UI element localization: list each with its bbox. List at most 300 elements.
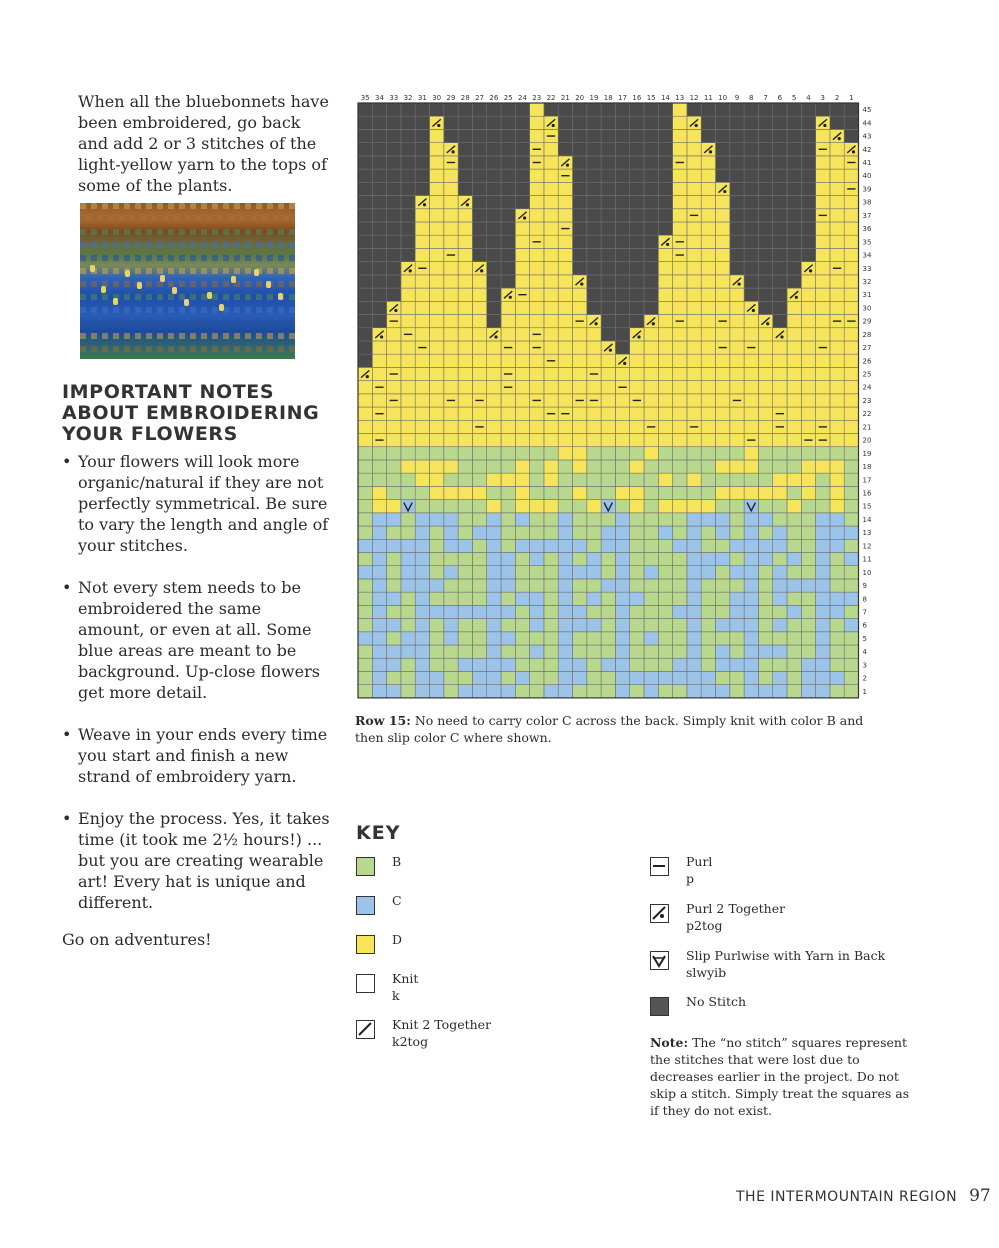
chart-cell — [544, 209, 558, 222]
chart-cell — [658, 262, 672, 275]
chart-cell — [487, 341, 501, 354]
chart-cell — [530, 420, 544, 433]
swatch-c — [356, 896, 375, 915]
row-label: 1 — [862, 687, 867, 696]
chart-cell — [701, 500, 715, 513]
swatch-b — [356, 857, 375, 876]
chart-cell — [430, 619, 444, 632]
chart-cell — [558, 182, 572, 195]
chart-cell — [372, 592, 386, 605]
chart-cell — [687, 434, 701, 447]
chart-cell — [730, 235, 744, 248]
chart-cell — [501, 235, 515, 248]
chart-cell — [687, 328, 701, 341]
chart-cell — [773, 605, 787, 618]
chart-cell — [372, 539, 386, 552]
chart-cell — [744, 420, 758, 433]
chart-cell — [830, 513, 844, 526]
chart-cell — [658, 434, 672, 447]
chart-cell — [573, 579, 587, 592]
chart-cell — [716, 328, 730, 341]
chart-cell — [601, 262, 615, 275]
chart-cell — [558, 619, 572, 632]
chart-cell — [415, 235, 429, 248]
chart-cell — [773, 685, 787, 698]
chart-cell — [587, 671, 601, 684]
chart-cell — [615, 605, 629, 618]
chart-cell — [515, 685, 529, 698]
chart-cell — [773, 354, 787, 367]
chart-cell — [372, 143, 386, 156]
chart-cell — [787, 367, 801, 380]
chart-cell — [401, 513, 415, 526]
chart-cell — [615, 552, 629, 565]
chart-cell — [787, 301, 801, 314]
chart-cell — [830, 288, 844, 301]
chart-cell — [487, 434, 501, 447]
chart-cell — [487, 552, 501, 565]
chart-cell — [844, 381, 858, 394]
chart-cell — [773, 156, 787, 169]
chart-cell — [801, 447, 815, 460]
chart-cell — [472, 605, 486, 618]
chart-cell — [615, 645, 629, 658]
chart-cell — [830, 645, 844, 658]
chart-cell — [801, 592, 815, 605]
chart-cell — [358, 354, 372, 367]
column-label: 3 — [820, 94, 825, 102]
chart-cell — [816, 632, 830, 645]
chart-cell — [816, 103, 830, 116]
chart-cell — [844, 434, 858, 447]
chart-cell — [530, 248, 544, 261]
chart-cell — [830, 539, 844, 552]
key-item-c — [356, 893, 402, 915]
chart-cell — [387, 579, 401, 592]
chart-cell — [644, 196, 658, 209]
key-item-p2tog — [650, 901, 786, 934]
row-label: 18 — [862, 463, 872, 472]
chart-cell — [515, 592, 529, 605]
chart-cell — [644, 605, 658, 618]
chart-cell — [487, 671, 501, 684]
chart-cell — [758, 500, 772, 513]
chart-cell — [558, 447, 572, 460]
chart-cell — [730, 592, 744, 605]
row-label: 39 — [862, 185, 872, 194]
chart-cell — [658, 315, 672, 328]
chart-cell — [716, 566, 730, 579]
chart-cell — [558, 301, 572, 314]
chart-cell — [801, 341, 815, 354]
chart-cell — [630, 671, 644, 684]
chart-cell — [458, 341, 472, 354]
chart-cell — [487, 407, 501, 420]
key-label: D — [392, 932, 403, 947]
caption-label: Row 15: — [355, 713, 411, 728]
chart-cell — [487, 169, 501, 182]
chart-cell — [658, 367, 672, 380]
chart-cell — [816, 645, 830, 658]
chart-cell — [673, 645, 687, 658]
chart-cell — [801, 354, 815, 367]
chart-cell — [701, 486, 715, 499]
chart-cell — [415, 552, 429, 565]
chart-cell — [701, 275, 715, 288]
chart-cell — [601, 288, 615, 301]
chart-cell — [644, 619, 658, 632]
chart-cell — [573, 222, 587, 235]
chart-cell — [844, 579, 858, 592]
chart-cell — [816, 248, 830, 261]
chart-cell — [415, 129, 429, 142]
chart-cell — [444, 196, 458, 209]
chart-cell — [787, 143, 801, 156]
chart-cell — [716, 196, 730, 209]
row-label: 33 — [862, 264, 872, 273]
chart-cell — [787, 262, 801, 275]
chart-cell — [744, 486, 758, 499]
chart-cell — [444, 539, 458, 552]
chart-cell — [844, 486, 858, 499]
chart-cell — [615, 262, 629, 275]
chart-cell — [744, 103, 758, 116]
column-label: 32 — [403, 94, 413, 102]
chart-cell — [487, 500, 501, 513]
chart-cell — [673, 685, 687, 698]
chart-cell — [430, 632, 444, 645]
chart-cell — [587, 486, 601, 499]
chart-cell — [487, 116, 501, 129]
chart-cell — [801, 235, 815, 248]
chart-cell — [387, 420, 401, 433]
chart-cell — [458, 143, 472, 156]
chart-cell — [630, 341, 644, 354]
chart-cell — [673, 632, 687, 645]
chart-cell — [501, 196, 515, 209]
chart-cell — [487, 381, 501, 394]
column-label: 24 — [517, 94, 527, 102]
chart-cell — [472, 513, 486, 526]
chart-cell — [801, 645, 815, 658]
chart-cell — [444, 235, 458, 248]
chart-cell — [558, 434, 572, 447]
chart-cell — [701, 394, 715, 407]
chart-cell — [758, 301, 772, 314]
chart-cell — [530, 486, 544, 499]
chart-cell — [544, 605, 558, 618]
chart-cell — [787, 539, 801, 552]
chart-cell — [415, 288, 429, 301]
chart-cell — [844, 658, 858, 671]
chart-cell — [430, 288, 444, 301]
chart-cell — [515, 169, 529, 182]
chart-cell — [530, 552, 544, 565]
chart-cell — [587, 632, 601, 645]
chart-cell — [515, 486, 529, 499]
key-item-purl — [650, 854, 713, 887]
chart-cell — [816, 579, 830, 592]
chart-cell — [487, 513, 501, 526]
chart-cell — [630, 539, 644, 552]
chart-cell — [472, 381, 486, 394]
chart-cell — [358, 420, 372, 433]
chart-cell — [744, 460, 758, 473]
chart-cell — [801, 381, 815, 394]
chart-cell — [401, 566, 415, 579]
chart-cell — [673, 658, 687, 671]
p2tog-dot — [480, 269, 483, 272]
chart-cell — [587, 222, 601, 235]
chart-cell — [601, 235, 615, 248]
chart-cell — [758, 632, 772, 645]
chart-cell — [401, 129, 415, 142]
chart-cell — [472, 248, 486, 261]
chart-cell — [687, 341, 701, 354]
chart-cell — [415, 407, 429, 420]
chart-cell — [501, 645, 515, 658]
chart-cell — [501, 671, 515, 684]
chart-cell — [644, 671, 658, 684]
chart-cell — [673, 447, 687, 460]
chart-cell — [801, 473, 815, 486]
chart-cell — [687, 156, 701, 169]
chart-cell — [744, 367, 758, 380]
chart-cell — [744, 182, 758, 195]
swatch-d — [356, 935, 375, 954]
chart-cell — [444, 658, 458, 671]
chart-cell — [544, 671, 558, 684]
chart-cell — [444, 275, 458, 288]
chart-cell — [601, 182, 615, 195]
chart-cell — [730, 473, 744, 486]
chart-cell — [658, 500, 672, 513]
chart-cell — [673, 196, 687, 209]
chart-cell — [830, 103, 844, 116]
chart-cell — [801, 394, 815, 407]
chart-cell — [816, 196, 830, 209]
chart-cell — [358, 116, 372, 129]
chart-cell — [601, 156, 615, 169]
chart-cell — [758, 539, 772, 552]
chart-cell — [816, 658, 830, 671]
chart-cell — [430, 156, 444, 169]
chart-cell — [487, 460, 501, 473]
chart-cell — [716, 420, 730, 433]
chart-cell — [587, 301, 601, 314]
chart-cell — [658, 394, 672, 407]
chart-cell — [573, 592, 587, 605]
chart-cell — [730, 182, 744, 195]
chart-cell — [387, 129, 401, 142]
chart-cell — [358, 248, 372, 261]
chart-cell — [744, 632, 758, 645]
note-text: Enjoy the process. Yes, it takes time (it took me 2½ hours!) ... but you are creating wearable art! Every hat is unique and different. — [78, 809, 330, 912]
column-label: 13 — [675, 94, 685, 102]
chart-cell — [615, 222, 629, 235]
chart-cell — [716, 460, 730, 473]
chart-cell — [358, 381, 372, 394]
chart-cell — [758, 275, 772, 288]
chart-cell — [501, 526, 515, 539]
chart-cell — [587, 182, 601, 195]
chart-cell — [658, 513, 672, 526]
chart-cell — [773, 447, 787, 460]
chart-cell — [701, 103, 715, 116]
chart-cell — [801, 407, 815, 420]
chart-cell — [401, 658, 415, 671]
chart-cell — [587, 116, 601, 129]
chart-cell — [487, 354, 501, 367]
chart-cell — [544, 658, 558, 671]
chart-cell — [515, 539, 529, 552]
chart-cell — [673, 103, 687, 116]
chart-cell — [801, 275, 815, 288]
chart-cell — [630, 182, 644, 195]
chart-cell — [430, 434, 444, 447]
p2tog-dot — [380, 335, 383, 338]
chart-cell — [430, 671, 444, 684]
chart-cell — [615, 394, 629, 407]
chart-cell — [630, 315, 644, 328]
chart-cell — [758, 262, 772, 275]
chart-cell — [744, 196, 758, 209]
chart-cell — [515, 367, 529, 380]
chart-cell — [401, 407, 415, 420]
chart-cell — [601, 539, 615, 552]
column-label: 5 — [791, 94, 797, 102]
chart-cell — [401, 473, 415, 486]
chart-cell — [573, 209, 587, 222]
chart-cell — [387, 513, 401, 526]
chart-cell — [730, 288, 744, 301]
chart-cell — [687, 592, 701, 605]
chart-cell — [773, 434, 787, 447]
chart-cell — [716, 209, 730, 222]
chart-cell — [501, 222, 515, 235]
chart-cell — [530, 367, 544, 380]
chart-cell — [830, 209, 844, 222]
chart-cell — [687, 367, 701, 380]
chart-cell — [758, 381, 772, 394]
chart-cell — [515, 632, 529, 645]
chart-cell — [558, 328, 572, 341]
chart-cell — [472, 209, 486, 222]
chart-cell — [773, 367, 787, 380]
chart-cell — [587, 354, 601, 367]
chart-cell — [401, 394, 415, 407]
key-label: B — [392, 854, 402, 869]
chart-cell — [601, 658, 615, 671]
chart-cell — [787, 116, 801, 129]
chart-cell — [558, 500, 572, 513]
column-label: 12 — [689, 94, 699, 102]
chart-cell — [387, 500, 401, 513]
chart-cell — [587, 473, 601, 486]
chart-cell — [844, 235, 858, 248]
chart-cell — [544, 169, 558, 182]
key-item-k2tog — [356, 1017, 492, 1050]
chart-cell — [458, 328, 472, 341]
chart-cell — [658, 169, 672, 182]
chart-cell — [558, 143, 572, 156]
chart-cell — [816, 315, 830, 328]
chart-cell — [472, 407, 486, 420]
chart-cell — [787, 407, 801, 420]
chart-cell — [687, 658, 701, 671]
column-label: 25 — [503, 94, 513, 102]
chart-cell — [801, 367, 815, 380]
chart-cell — [730, 262, 744, 275]
chart-cell — [573, 671, 587, 684]
chart-cell — [358, 526, 372, 539]
chart-cell — [716, 394, 730, 407]
chart-cell — [415, 315, 429, 328]
row-label: 31 — [862, 291, 872, 300]
chart-cell — [372, 619, 386, 632]
chart-cell — [701, 248, 715, 261]
chart-cell — [587, 685, 601, 698]
chart-cell — [730, 103, 744, 116]
chart-cell — [816, 288, 830, 301]
chart-cell — [415, 182, 429, 195]
p2tog-dot — [509, 296, 512, 299]
chart-cell — [615, 156, 629, 169]
bullet: • — [62, 578, 72, 597]
row-label: 29 — [862, 317, 872, 326]
chart-cell — [630, 685, 644, 698]
chart-cell — [744, 116, 758, 129]
chart-cell — [530, 447, 544, 460]
chart-cell — [530, 381, 544, 394]
chart-cell — [644, 381, 658, 394]
chart-cell — [787, 486, 801, 499]
chart-cell — [744, 169, 758, 182]
chart-cell — [730, 341, 744, 354]
row-label: 23 — [862, 396, 872, 405]
row-label: 15 — [862, 502, 872, 511]
column-label: 22 — [546, 94, 556, 102]
chart-cell — [430, 645, 444, 658]
p2tog-dot — [394, 309, 397, 312]
chart-cell — [515, 235, 529, 248]
chart-cell — [687, 605, 701, 618]
chart-cell — [544, 381, 558, 394]
chart-cell — [701, 182, 715, 195]
chart-cell — [687, 275, 701, 288]
row-label: 5 — [862, 634, 867, 643]
chart-cell — [358, 301, 372, 314]
chart-cell — [415, 592, 429, 605]
chart-cell — [558, 526, 572, 539]
chart-cell — [358, 671, 372, 684]
chart-cell — [615, 619, 629, 632]
chart-cell — [787, 235, 801, 248]
chart-cell — [387, 222, 401, 235]
chart-cell — [487, 539, 501, 552]
chart-cell — [401, 116, 415, 129]
chart-cell — [801, 539, 815, 552]
chart-cell — [472, 539, 486, 552]
chart-cell — [458, 592, 472, 605]
chart-cell — [701, 196, 715, 209]
chart-cell — [758, 328, 772, 341]
chart-cell — [487, 486, 501, 499]
p2tog-dot — [695, 124, 698, 127]
chart-cell — [701, 288, 715, 301]
chart-cell — [444, 407, 458, 420]
chart-cell — [573, 447, 587, 460]
